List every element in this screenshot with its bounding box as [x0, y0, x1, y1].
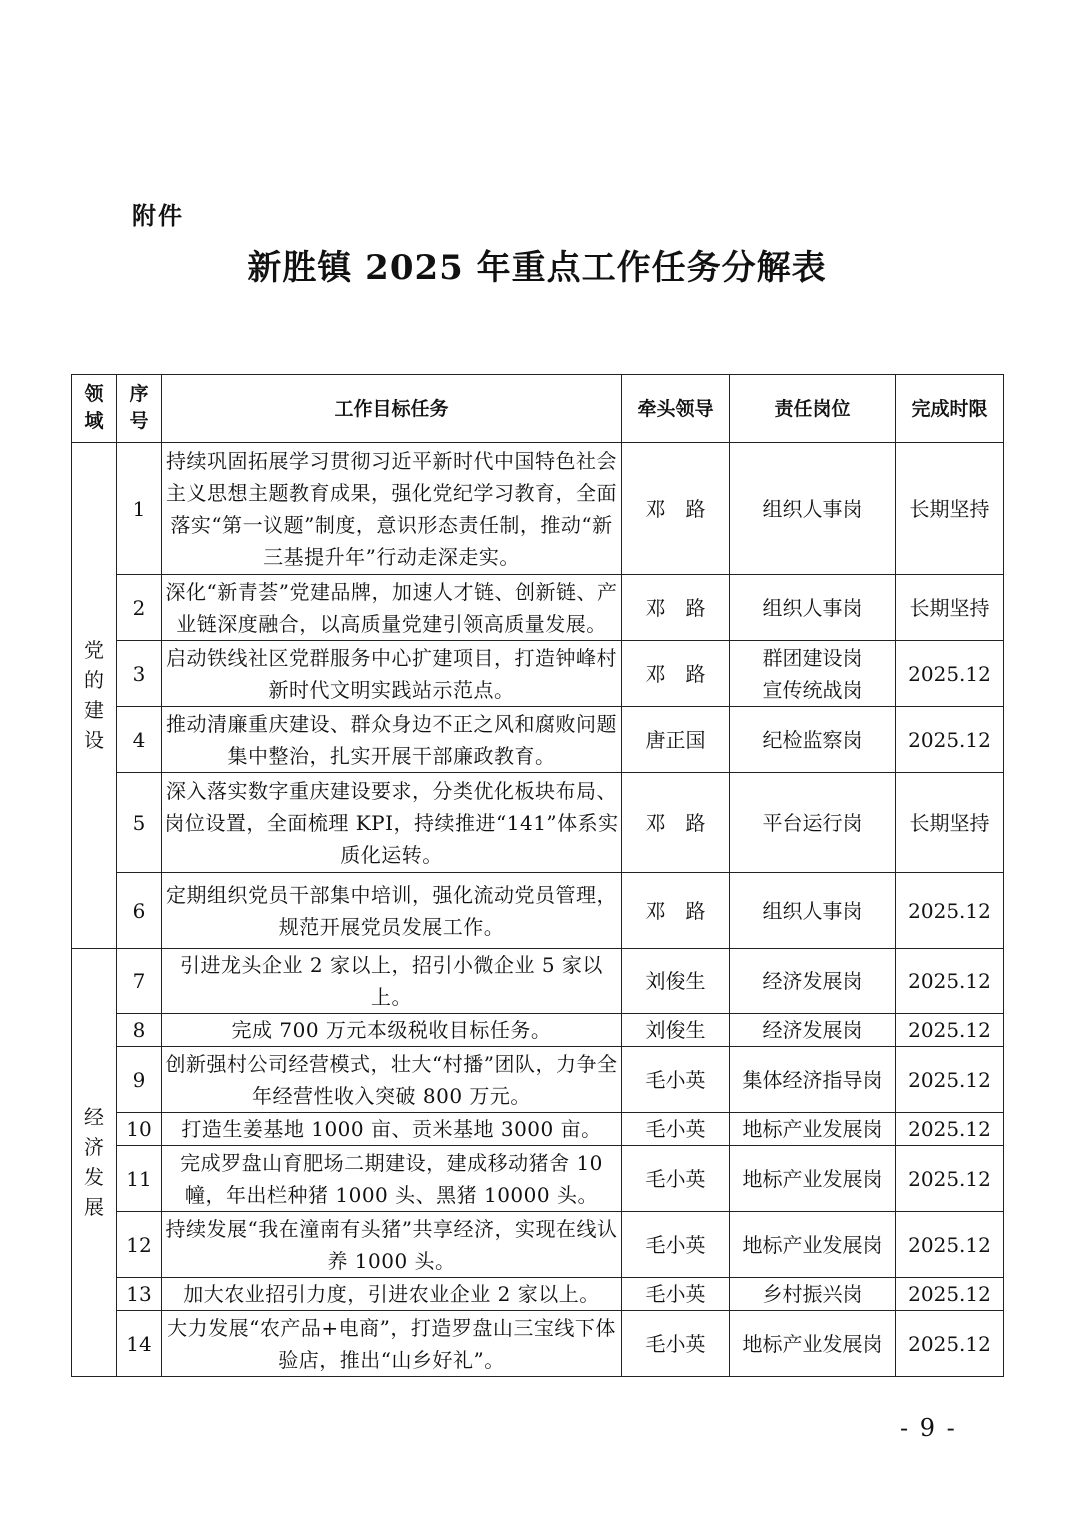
task-cell: 引进龙头企业 2 家以上，招引小微企业 5 家以上。	[162, 949, 622, 1014]
table-row	[72, 1014, 1004, 1047]
table-row	[72, 707, 1004, 773]
post-cell: 集体经济指导岗	[730, 1047, 896, 1113]
deadline-cell: 2025.12	[896, 1212, 1004, 1278]
task-cell: 启动铁线社区党群服务中心扩建项目，打造钟峰村新时代文明实践站示范点。	[162, 641, 622, 707]
deadline-cell: 2025.12	[896, 641, 1004, 707]
seq-cell: 9	[117, 1047, 162, 1113]
post-cell: 地标产业发展岗	[730, 1311, 896, 1377]
table-row	[72, 1311, 1004, 1377]
table-row	[72, 873, 1004, 949]
lead-cell: 邓 路	[622, 575, 730, 641]
lead-cell: 邓 路	[622, 443, 730, 575]
table-row	[72, 641, 1004, 707]
table-row	[72, 1113, 1004, 1146]
table-row	[72, 575, 1004, 641]
task-cell: 打造生姜基地 1000 亩、贡米基地 3000 亩。	[162, 1113, 622, 1146]
lead-cell: 毛小英	[622, 1146, 730, 1212]
document-title: 新胜镇 2025 年重点工作任务分解表	[247, 248, 827, 288]
seq-cell: 8	[117, 1014, 162, 1047]
lead-cell: 毛小英	[622, 1047, 730, 1113]
domain-cell-party: 党的建设	[72, 443, 117, 949]
seq-cell: 4	[117, 707, 162, 773]
table-row	[72, 1278, 1004, 1311]
task-cell: 持续发展“我在潼南有头猪”共享经济，实现在线认养 1000 头。	[162, 1212, 622, 1278]
deadline-cell: 长期坚持	[896, 773, 1004, 873]
domain-cell-economy: 经济发展	[72, 949, 117, 1377]
lead-cell: 邓 路	[622, 641, 730, 707]
deadline-cell: 长期坚持	[896, 443, 1004, 575]
lead-cell: 毛小英	[622, 1311, 730, 1377]
deadline-cell: 2025.12	[896, 1047, 1004, 1113]
task-cell: 深化“新青荟”党建品牌，加速人才链、创新链、产业链深度融合，以高质量党建引领高质量发展。	[162, 575, 622, 641]
seq-cell: 14	[117, 1311, 162, 1377]
post-cell: 组织人事岗	[730, 443, 896, 575]
table-row	[72, 1047, 1004, 1113]
header-lead: 牵头领导	[622, 375, 730, 443]
lead-cell: 唐正国	[622, 707, 730, 773]
post-cell: 平台运行岗	[730, 773, 896, 873]
post-cell: 组织人事岗	[730, 575, 896, 641]
deadline-cell: 长期坚持	[896, 575, 1004, 641]
lead-cell: 刘俊生	[622, 949, 730, 1014]
header-task: 工作目标任务	[162, 375, 622, 443]
page-number: - 9 -	[900, 1414, 957, 1442]
table-header-row	[72, 375, 1004, 443]
table-row	[72, 773, 1004, 873]
post-cell: 经济发展岗	[730, 949, 896, 1014]
task-cell: 定期组织党员干部集中培训，强化流动党员管理，规范开展党员发展工作。	[162, 873, 622, 949]
post-cell: 组织人事岗	[730, 873, 896, 949]
seq-cell: 6	[117, 873, 162, 949]
post-cell: 地标产业发展岗	[730, 1146, 896, 1212]
task-cell: 加大农业招引力度，引进农业企业 2 家以上。	[162, 1278, 622, 1311]
lead-cell: 毛小英	[622, 1113, 730, 1146]
header-domain: 领域	[72, 375, 117, 443]
header-seq: 序号	[117, 375, 162, 443]
seq-cell: 3	[117, 641, 162, 707]
deadline-cell: 2025.12	[896, 1278, 1004, 1311]
task-cell: 创新强村公司经营模式，壮大“村播”团队，力争全年经营性收入突破 800 万元。	[162, 1047, 622, 1113]
task-cell: 大力发展“农产品+电商”，打造罗盘山三宝线下体验店，推出“山乡好礼”。	[162, 1311, 622, 1377]
post-cell: 群团建设岗 宣传统战岗	[730, 641, 896, 707]
table-row	[72, 1212, 1004, 1278]
post-cell: 地标产业发展岗	[730, 1113, 896, 1146]
header-post: 责任岗位	[730, 375, 896, 443]
post-cell: 乡村振兴岗	[730, 1278, 896, 1311]
post-cell: 经济发展岗	[730, 1014, 896, 1047]
seq-cell: 11	[117, 1146, 162, 1212]
task-cell: 完成罗盘山育肥场二期建设，建成移动猪舍 10 幢，年出栏种猪 1000 头、黑猪 10000 头。	[162, 1146, 622, 1212]
lead-cell: 毛小英	[622, 1278, 730, 1311]
task-cell: 完成 700 万元本级税收目标任务。	[162, 1014, 622, 1047]
deadline-cell: 2025.12	[896, 1146, 1004, 1212]
post-cell: 地标产业发展岗	[730, 1212, 896, 1278]
table-row	[72, 1146, 1004, 1212]
seq-cell: 10	[117, 1113, 162, 1146]
seq-cell: 2	[117, 575, 162, 641]
deadline-cell: 2025.12	[896, 1014, 1004, 1047]
deadline-cell: 2025.12	[896, 873, 1004, 949]
task-cell: 持续巩固拓展学习贯彻习近平新时代中国特色社会主义思想主题教育成果，强化党纪学习教育，全面落实“第一议题”制度，意识形态责任制，推动“新三基提升年”行动走深走实。	[162, 443, 622, 575]
task-table	[71, 374, 1004, 1377]
deadline-cell: 2025.12	[896, 949, 1004, 1014]
post-cell: 纪检监察岗	[730, 707, 896, 773]
lead-cell: 邓 路	[622, 873, 730, 949]
lead-cell: 刘俊生	[622, 1014, 730, 1047]
table-row	[72, 443, 1004, 575]
lead-cell: 毛小英	[622, 1212, 730, 1278]
seq-cell: 12	[117, 1212, 162, 1278]
lead-cell: 邓 路	[622, 773, 730, 873]
seq-cell: 13	[117, 1278, 162, 1311]
task-cell: 深入落实数字重庆建设要求，分类优化板块布局、岗位设置，全面梳理 KPI，持续推进“141”体系实质化运转。	[162, 773, 622, 873]
table-row	[72, 949, 1004, 1014]
seq-cell: 5	[117, 773, 162, 873]
attachment-label: 附件	[132, 202, 184, 230]
deadline-cell: 2025.12	[896, 707, 1004, 773]
deadline-cell: 2025.12	[896, 1113, 1004, 1146]
deadline-cell: 2025.12	[896, 1311, 1004, 1377]
seq-cell: 7	[117, 949, 162, 1014]
header-deadline: 完成时限	[896, 375, 1004, 443]
task-cell: 推动清廉重庆建设、群众身边不正之风和腐败问题集中整治，扎实开展干部廉政教育。	[162, 707, 622, 773]
seq-cell: 1	[117, 443, 162, 575]
